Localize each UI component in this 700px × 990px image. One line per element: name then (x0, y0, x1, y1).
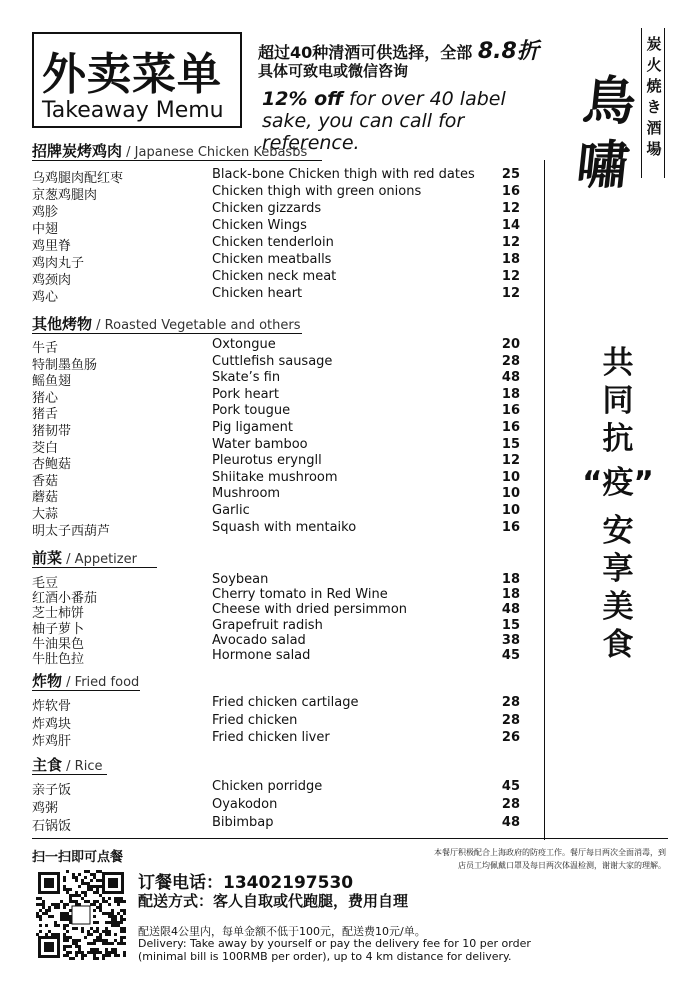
menu-item-name-en: Cuttlefish sausage (212, 353, 333, 369)
menu-item-name-en: Chicken gizzards (212, 201, 322, 216)
delivery-method-value: 客人自取或代跑腿，费用自理 (213, 892, 409, 910)
menu-item-name-zh: 明太子西葫芦 (32, 523, 111, 539)
menu-item-name-en: Chicken tenderloin (212, 235, 334, 250)
section-underline (32, 567, 157, 568)
menu-item-name-en: Hormone salad (212, 648, 311, 663)
menu-item-price: 48 (501, 602, 520, 618)
menu-item-row (32, 184, 520, 201)
menu-item-name-zh: 大蒜 (32, 507, 59, 522)
menu-item-row (32, 286, 520, 303)
menu-item-row (32, 730, 520, 747)
menu-item-name-zh: 亲子饭 (32, 783, 72, 798)
scan-label: 扫一扫即可点餐 (32, 850, 124, 865)
menu-item-name-en: Garlic (212, 503, 250, 518)
section-underline (32, 690, 140, 691)
menu-item-name-zh: 鸡颈肉 (32, 273, 72, 288)
menu-item-price: 18 (501, 252, 520, 267)
menu-item-row (32, 235, 520, 252)
section-title-separator: / (62, 675, 75, 690)
menu-item-row (32, 713, 520, 730)
menu-item-name-en: Chicken thigh with green onions (212, 184, 422, 199)
promo-zh-prefix: 超过40种清酒可供选择，全部 (258, 43, 473, 62)
menu-item-price: 10 (501, 486, 520, 502)
qr-code[interactable] (36, 870, 126, 960)
slogan-char: “疫” (582, 465, 654, 501)
menu-item-price: 15 (501, 617, 520, 633)
menu-item-price: 18 (501, 572, 520, 587)
section-underline (32, 160, 322, 161)
menu-item-name-zh: 猪舌 (32, 407, 59, 423)
section-header (32, 547, 137, 567)
menu-item-name-en: Pig ligament (212, 420, 293, 435)
menu-item-name-zh: 乌鸡腿肉配红枣 (32, 171, 124, 186)
menu-item-name-zh: 茭白 (32, 440, 59, 456)
menu-item-name-en: Oxtongue (212, 337, 276, 352)
menu-item-price: 10 (501, 469, 520, 485)
delivery-method (138, 890, 408, 911)
menu-item-name-zh: 京葱鸡腿肉 (32, 188, 98, 203)
section-title-en: Fried food (74, 675, 140, 690)
menu-item-row (32, 453, 520, 473)
menu-item-name-zh: 杏鲍菇 (32, 457, 72, 473)
section-header (32, 670, 139, 690)
menu-item-price: 16 (501, 519, 520, 535)
menu-item-name-en: Skate’s fin (212, 370, 281, 386)
section-title-en: Roasted Vegetable and others (104, 318, 301, 333)
menu-item-name-zh: 炸鸡块 (32, 716, 72, 732)
promo-en-bold: 12% off (262, 88, 343, 110)
menu-item-price: 12 (501, 286, 520, 301)
delivery-terms-en: Delivery: Take away by yourself or pay the delivery fee for 10 per order (minimal bill is 100RMB per order), up to 4 km distance for delivery. (138, 937, 531, 963)
menu-item-row (32, 815, 520, 832)
menu-item-price: 28 (501, 712, 520, 728)
slogan-char: 享 (602, 551, 634, 587)
menu-item-name-zh: 特制墨鱼肠 (32, 357, 98, 373)
menu-item-name-zh: 鸡胗 (32, 205, 59, 220)
menu-item-price: 48 (501, 370, 520, 386)
menu-title-box (32, 32, 242, 128)
menu-item-price: 28 (501, 353, 520, 369)
slogan-char: 美 (602, 589, 634, 625)
menu-item-price: 20 (501, 337, 520, 352)
menu-item-name-zh: 炸鸡肝 (32, 734, 72, 749)
menu-item-name-en: Water bamboo (212, 436, 308, 452)
section-header (32, 140, 307, 160)
menu-item-name-zh: 牛舌 (32, 341, 59, 356)
menu-item-name-en: Fried chicken cartilage (212, 695, 359, 710)
menu-item-name-zh: 牛油果色 (32, 636, 85, 652)
promo-en-rest: for over 40 label sake, you can call for reference. (262, 88, 506, 154)
menu-title-en: Takeaway Memu (42, 98, 224, 123)
section-header (32, 754, 102, 774)
menu-item-price: 38 (501, 632, 520, 648)
section-title-zh: 其他烤物 (32, 315, 93, 333)
menu-item-name-en: Mushroom (212, 486, 281, 502)
menu-item-row (32, 779, 520, 796)
section-title-separator: / (62, 552, 75, 567)
menu-item-name-zh: 毛豆 (32, 576, 59, 591)
menu-item-row (32, 420, 520, 437)
menu-item-price: 15 (501, 436, 520, 452)
menu-item-name-zh: 鸡心 (32, 290, 59, 305)
menu-item-row (32, 648, 520, 665)
menu-item-name-en: Fried chicken liver (212, 730, 330, 745)
brand-logo: 鳥嘯 (573, 71, 639, 196)
menu-item-price: 12 (501, 453, 520, 469)
menu-item-name-en: Chicken meatballs (212, 252, 332, 267)
menu-item-price: 10 (501, 503, 520, 518)
menu-item-price: 28 (501, 695, 520, 710)
menu-item-name-zh: 牛肚色拉 (32, 652, 85, 667)
menu-item-name-zh: 蘑菇 (32, 490, 59, 506)
section-header (32, 313, 300, 333)
menu-item-name-en: Cherry tomato in Red Wine (212, 587, 388, 603)
menu-item-row (32, 370, 520, 390)
delivery-method-label: 配送方式： (138, 892, 214, 910)
slogan-char: 抗 (602, 421, 634, 457)
section-title-en: Appetizer (74, 552, 137, 567)
menu-item-name-en: Chicken porridge (212, 779, 323, 794)
slogan-char: 食 (602, 627, 634, 663)
menu-item-price: 12 (501, 269, 520, 284)
menu-item-name-en: Squash with mentaiko (212, 519, 357, 535)
vertical-divider (544, 160, 545, 840)
menu-item-price: 28 (501, 797, 520, 812)
menu-item-price: 48 (501, 815, 520, 830)
menu-item-name-zh: 中翅 (32, 222, 59, 237)
slogan-char: 共 (602, 345, 634, 381)
menu-item-price: 25 (501, 167, 520, 182)
menu-item-row (32, 437, 520, 454)
menu-item-row (32, 252, 520, 269)
section-title-separator: / (92, 318, 105, 333)
section-underline (32, 774, 107, 775)
promo-zh-line2: 具体可致电或微信咨询 (258, 62, 409, 80)
menu-item-name-en: Bibimbap (212, 815, 274, 830)
menu-item-row (32, 470, 520, 487)
menu-item-row (32, 337, 520, 354)
menu-item-name-zh: 石锅饭 (32, 819, 72, 834)
menu-item-name-en: Cheese with dried persimmon (212, 602, 408, 618)
section-title-zh: 前菜 (32, 549, 63, 567)
menu-item-row (32, 403, 520, 423)
menu-item-price: 16 (501, 420, 520, 435)
menu-item-name-en: Black-bone Chicken thigh with red dates (212, 167, 475, 182)
menu-item-name-en: Soybean (212, 572, 269, 587)
menu-item-name-en: Pork tougue (212, 403, 291, 419)
menu-item-row (32, 503, 520, 520)
phone-label: 订餐电话： (138, 873, 223, 893)
menu-item-name-en: Fried chicken (212, 712, 298, 728)
menu-item-name-en: Pleurotus eryngll (212, 453, 322, 469)
menu-item-name-zh: 猪心 (32, 390, 59, 406)
menu-item-row (32, 218, 520, 235)
menu-item-row (32, 520, 520, 537)
menu-item-row (32, 486, 520, 506)
menu-item-name-zh: 红酒小番茄 (32, 591, 98, 607)
menu-item-name-en: Grapefruit radish (212, 617, 323, 633)
menu-item-name-zh: 鸡肉丸子 (32, 256, 85, 271)
menu-item-price: 12 (501, 201, 520, 216)
menu-item-price: 18 (501, 386, 520, 402)
menu-item-name-zh: 香菇 (32, 473, 59, 489)
menu-item-price: 14 (501, 218, 520, 233)
section-title-separator: / (62, 759, 75, 774)
menu-item-price: 16 (501, 184, 520, 199)
section-underline (32, 333, 302, 334)
menu-item-row (32, 797, 520, 814)
epidemic-notice: 本餐厅积极配合上海政府的防疫工作。餐厅每日两次全面消毒，到店员工均佩戴口罩及每日两次体温检测，谢谢大家的理解。 (434, 848, 666, 870)
menu-item-name-en: Shiitake mushroom (212, 469, 338, 485)
menu-item-row (32, 201, 520, 218)
menu-item-name-zh: 鳐鱼翅 (32, 374, 72, 390)
menu-item-name-zh: 柚子萝卜 (32, 621, 85, 637)
section-title-zh: 招牌炭烤鸡肉 (32, 142, 123, 160)
slogan-char: 同 (602, 383, 634, 419)
menu-item-name-en: Chicken Wings (212, 218, 307, 233)
menu-item-name-en: Pork heart (212, 386, 279, 402)
menu-item-price: 45 (501, 779, 520, 794)
brand-vertical-text (645, 34, 663, 160)
menu-item-row (32, 387, 520, 404)
section-title-en: Japanese Chicken Kebasbs (134, 145, 308, 160)
menu-title-zh: 外卖菜单 (42, 49, 222, 100)
menu-item-price: 12 (501, 235, 520, 250)
promo-zh-discount: 8.8折 (477, 39, 539, 64)
delivery-terms-zh: 配送限4公里内，每单金额不低于100元，配送费10元/单。 (138, 925, 426, 938)
footer-divider (32, 838, 668, 839)
menu-item-row (32, 167, 520, 184)
menu-item-name-zh: 猪韧带 (32, 424, 72, 439)
menu-item-price: 26 (501, 730, 520, 745)
slogan-char: 安 (602, 513, 634, 549)
menu-item-name-zh: 鸡粥 (32, 801, 59, 816)
menu-item-price: 45 (501, 648, 520, 663)
menu-item-row (32, 695, 520, 712)
section-title-separator: / (122, 145, 135, 160)
phone-number[interactable]: 13402197530 (223, 873, 354, 893)
brand-vertical-glyphs: 炭火焼き酒場 (646, 35, 662, 158)
menu-item-price: 16 (501, 403, 520, 419)
menu-item-name-zh: 鸡里脊 (32, 239, 72, 254)
section-title-zh: 炸物 (32, 672, 63, 690)
slogan (582, 344, 654, 664)
menu-item-name-en: Avocado salad (212, 632, 306, 648)
menu-item-row (32, 354, 520, 371)
menu-item-name-en: Chicken neck meat (212, 269, 337, 284)
menu-item-name-zh: 芝士柿饼 (32, 606, 85, 622)
menu-item-price: 18 (501, 587, 520, 603)
menu-item-name-en: Chicken heart (212, 286, 303, 301)
menu-item-name-zh: 炸软骨 (32, 699, 72, 714)
menu-item-row (32, 269, 520, 286)
menu-item-name-en: Oyakodon (212, 797, 278, 812)
section-title-zh: 主食 (32, 756, 63, 774)
section-title-en: Rice (74, 759, 103, 774)
